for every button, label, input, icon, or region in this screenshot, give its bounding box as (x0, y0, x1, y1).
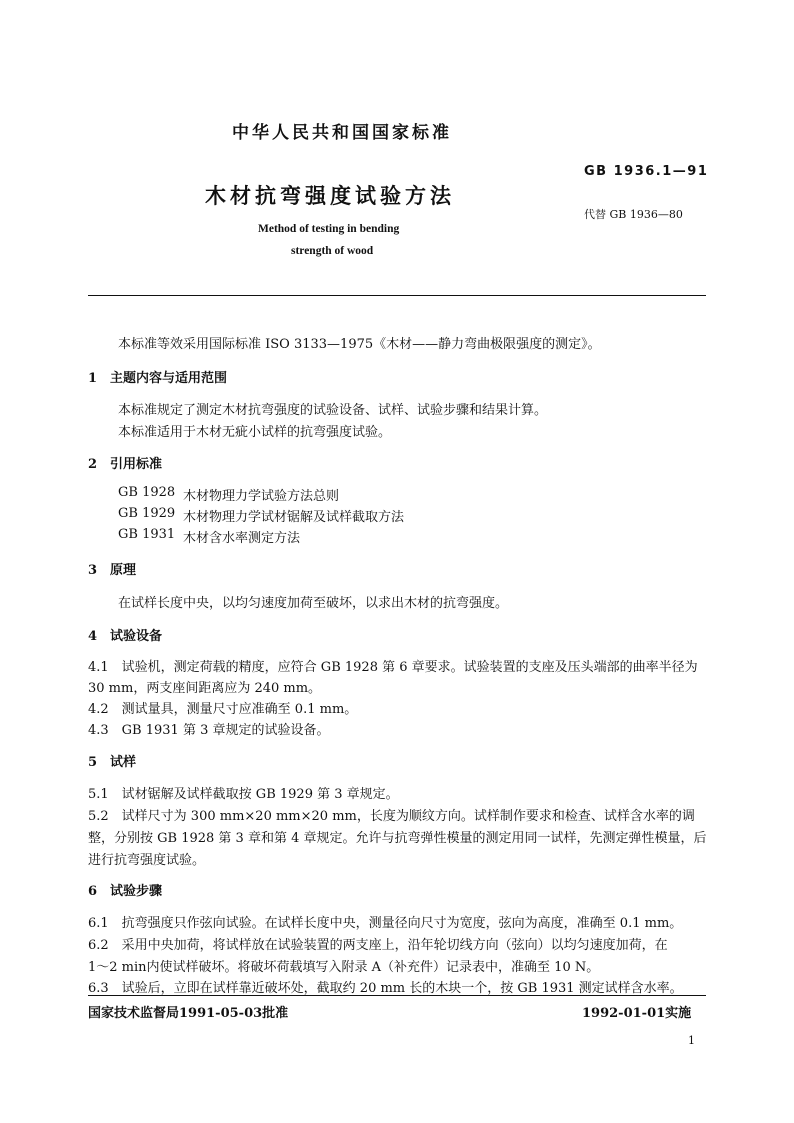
clause-5-2-line-1: 5.2 试样尺寸为 300 mm×20 mm×20 mm，长度为顺纹方向。试样制作要求和检查、试样含水率的调 (88, 809, 695, 824)
clause-4-1-line-1: 4.1 试验机，测定荷载的精度，应符合 GB 1928 第 6 章要求。试验装置的支座及压头端部的曲率半径为 (88, 660, 698, 675)
clause-6-3: 6.3 试验后，立即在试样靠近破坏处，截取约 20 mm 长的木块一个，按 GB 1931 测定试样含水率。 (88, 981, 683, 996)
section-2-heading: 2 引用标准 (88, 457, 163, 472)
reference-code: GB 1928 (118, 485, 176, 500)
section-4-heading: 4 试验设备 (88, 629, 163, 644)
reference-title: 木材物理力学试验方法总则 (183, 489, 340, 504)
clause-4-1-line-2: 30 mm，两支座间距离应为 240 mm。 (88, 681, 322, 696)
reference-title: 木材含水率测定方法 (183, 531, 301, 546)
standard-code: GB 1936.1—91 (584, 164, 709, 179)
section-5-heading: 5 试样 (88, 755, 137, 770)
reference-code: GB 1931 (118, 527, 176, 542)
footer-divider (88, 995, 706, 996)
section-1-paragraph-1: 本标准规定了测定木材抗弯强度的试验设备、试样、试验步骤和结果计算。 (118, 403, 548, 418)
reference-code: GB 1929 (118, 506, 176, 521)
section-1-paragraph-2: 本标准适用于木材无疵小试样的抗弯强度试验。 (118, 425, 392, 440)
national-standard-heading: 中华人民共和国国家标准 (232, 123, 452, 143)
clause-4-2: 4.2 测试量具，测量尺寸应准确至 0.1 mm。 (88, 702, 358, 717)
document-title-en-line1: Method of testing in bending (258, 223, 400, 235)
reference-title: 木材物理力学试材锯解及试样截取方法 (183, 510, 405, 525)
replaces-note: 代替 GB 1936—80 (584, 208, 683, 221)
document-title-en-line2: strength of wood (291, 245, 374, 257)
page-number: 1 (688, 1034, 695, 1047)
section-1-heading: 1 主题内容与适用范围 (88, 371, 228, 386)
section-3-paragraph: 在试样长度中央，以均匀速度加荷至破坏，以求出木材的抗弯强度。 (118, 596, 509, 611)
clause-5-1: 5.1 试材锯解及试样截取按 GB 1929 第 3 章规定。 (88, 787, 399, 802)
effective-date: 1992-01-01实施 (582, 1006, 692, 1021)
clause-6-2-line-1: 6.2 采用中央加荷，将试样放在试验装置的两支座上，沿年轮切线方向（弦向）以均匀速度加荷，在 (88, 938, 668, 953)
section-6-heading: 6 试验步骤 (88, 884, 163, 899)
approval-note: 国家技术监督局1991-05-03批准 (88, 1006, 289, 1021)
clause-6-1: 6.1 抗弯强度只作弦向试验。在试样长度中央，测量径向尺寸为宽度，弦向为高度，准确至 0.1 mm。 (88, 916, 683, 931)
document-title-cn: 木材抗弯强度试验方法 (205, 183, 455, 208)
clause-4-3: 4.3 GB 1931 第 3 章规定的试验设备。 (88, 723, 330, 738)
clause-6-2-line-2: 1～2 min内使试样破坏。将破坏荷载填写入附录 A（补充件）记录表中，准确至 10 N。 (88, 960, 600, 975)
clause-5-2-line-2: 整，分别按 GB 1928 第 3 章和第 4 章规定。允许与抗弯弹性模量的测定用同一试样，先测定弹性模量，后 (88, 831, 707, 846)
intro-paragraph: 本标准等效采用国际标准 ISO 3133—1975《木材——静力弯曲极限强度的测定》。 (118, 337, 601, 352)
section-3-heading: 3 原理 (88, 563, 137, 578)
clause-5-2-line-3: 进行抗弯强度试验。 (88, 853, 206, 868)
header-divider (88, 295, 706, 296)
